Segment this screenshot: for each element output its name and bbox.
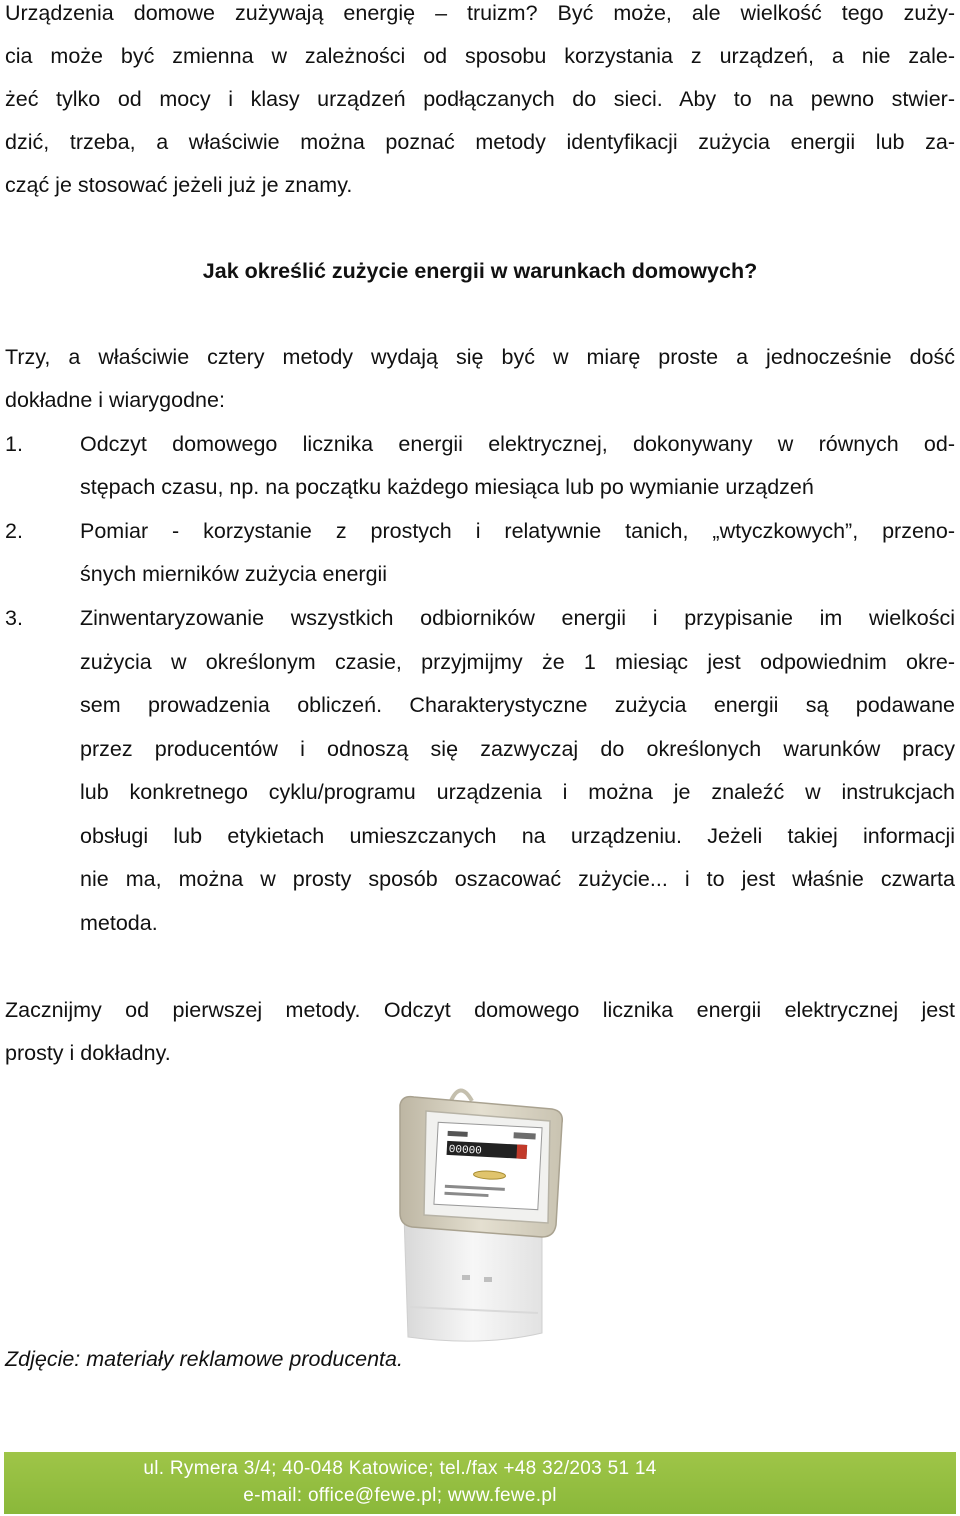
footer-contact: e-mail: office@fewe.pl; www.fewe.pl (243, 1485, 557, 1506)
paragraph3-line: Zacznijmy od pierwszej metody. Odczyt domowego licznika energii elektrycznej jest (5, 998, 955, 1022)
list-item-line: Odczyt domowego licznika energii elektrycznej, dokonywany w równych od- (80, 432, 955, 456)
paragraph2-line: dokładne i wiarygodne: (5, 388, 225, 412)
footer-address: ul. Rymera 3/4; 40-048 Katowice; tel./fax +48 32/203 51 14 (143, 1458, 657, 1479)
list-item-line: metoda. (80, 911, 158, 935)
paragraph2-line: Trzy, a właściwie cztery metody wydają się być w miarę proste a jednocześnie dość (5, 345, 955, 369)
list-item-line: śnych mierników zużycia energii (80, 562, 388, 586)
list-number: 1. (5, 432, 23, 456)
paragraph1-line: cia może być zmienna w zależności od sposobu korzystania z urządzeń, a nie zale- (5, 44, 955, 68)
list-item-line: sem prowadzenia obliczeń. Charakterystyczne zużycia energii są podawane (80, 693, 955, 717)
footer-banner (4, 1452, 956, 1514)
paragraph1-line: dzić, trzeba, a właściwie można poznać metody identyfikacji zużycia energii lub za- (5, 130, 955, 154)
list-item-line: zużycia w określonym czasie, przyjmijmy że 1 miesiąc jest odpowiednim okre- (80, 650, 955, 674)
list-number: 3. (5, 606, 23, 630)
paragraph1-line: Urządzenia domowe zużywają energię – truizm? Być może, ale wielkość tego zuży- (5, 1, 955, 25)
list-item-line: lub konkretnego cyklu/programu urządzenia i można je znaleźć w instrukcjach (80, 780, 955, 804)
meter-counter-digits: 00000 (448, 1143, 483, 1158)
electricity-meter-image (392, 1075, 570, 1345)
paragraph1-line: żeć tylko od mocy i klasy urządzeń podłączanych do sieci. Aby to na pewno stwier- (5, 87, 955, 111)
list-item-line: Zinwentaryzowanie wszystkich odbiorników energii i przypisanie im wielkości (80, 606, 955, 630)
paragraph3-line: prosty i dokładny. (5, 1041, 171, 1065)
list-item-line: obsługi lub etykietach umieszczanych na urządzeniu. Jeżeli takiej informacji (80, 824, 955, 848)
paragraph1-line: cząć je stosować jeżeli już je znamy. (5, 173, 353, 197)
list-item-line: Pomiar - korzystanie z prostych i relatywnie tanich, „wtyczkowych”, przeno- (80, 519, 955, 543)
list-item-line: stępach czasu, np. na początku każdego miesiąca lub po wymianie urządzeń (80, 475, 814, 499)
list-number: 2. (5, 519, 23, 543)
section-heading: Jak określić zużycie energii w warunkach domowych? (202, 259, 758, 283)
list-item-line: nie ma, można w prosty sposób oszacować zużycie... i to jest właśnie czwarta (80, 867, 955, 891)
figure-caption: Zdjęcie: materiały reklamowe producenta. (5, 1347, 403, 1371)
list-item-line: przez producentów i odnoszą się zazwyczaj do określonych warunków pracy (80, 737, 955, 761)
